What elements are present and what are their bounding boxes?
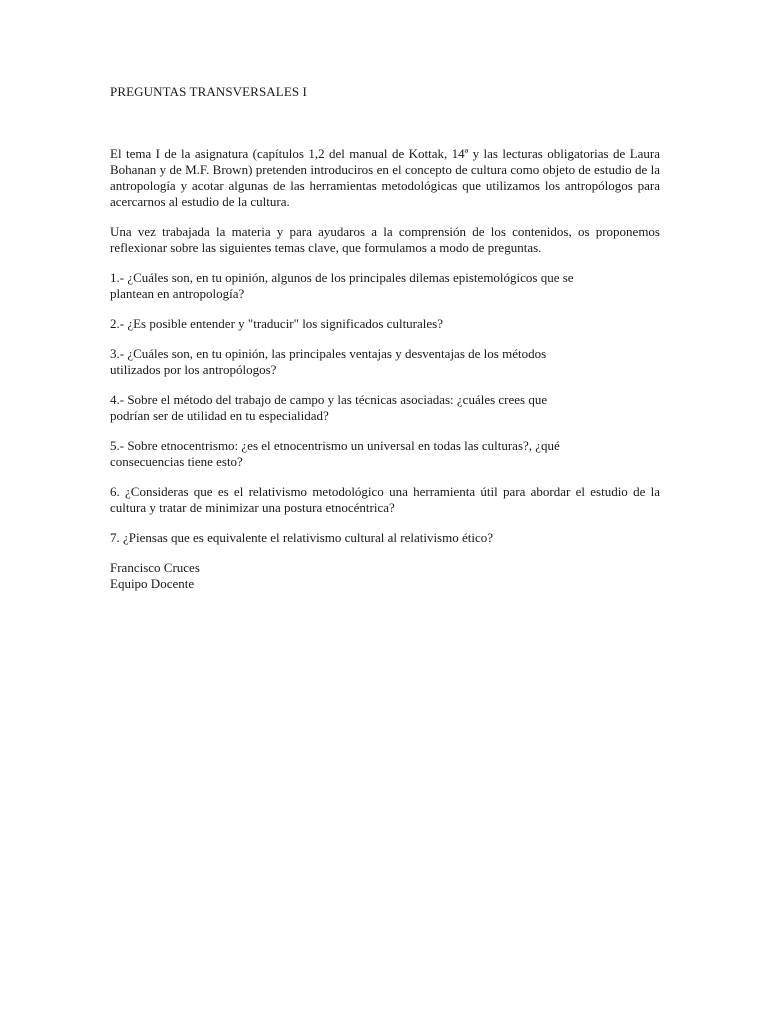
- question-1: [110, 270, 660, 302]
- question-3: [110, 346, 660, 378]
- intro-paragraph: El tema I de la asignatura (capítulos 1,2 del manual de Kottak, 14ª y las lecturas obligatorias de Laura Bohanan y de M.F. Brown) pretenden introduciros en el concepto de cultura como objeto de estudio de la antropología y acotar algunas de las herramientas metodológicas que utilizamos los antropólogos para acercarnos al estudio de la cultura.: [110, 146, 660, 209]
- question-3-line-2: utilizados por los antropólogos?: [110, 362, 277, 377]
- question-5: [110, 438, 660, 470]
- document-title: PREGUNTAS TRANSVERSALES I: [110, 84, 307, 99]
- signature-role: Equipo Docente: [110, 576, 195, 591]
- question-1-line-2: plantean en antropología?: [110, 286, 245, 301]
- question-4-line-2: podrían ser de utilidad en tu especialidad?: [110, 408, 329, 423]
- question-5-line-2: consecuencias tiene esto?: [110, 454, 243, 469]
- document-page: [110, 84, 660, 592]
- question-1-line-1: 1.- ¿Cuáles son, en tu opinión, algunos de los principales dilemas epistemológicos que se: [110, 270, 574, 285]
- question-3-line-1: 3.- ¿Cuáles son, en tu opinión, las principales ventajas y desventajas de los métodos: [110, 346, 547, 361]
- question-5-line-1: 5.- Sobre etnocentrismo: ¿es el etnocentrismo un universal en todas las culturas?, ¿qué: [110, 438, 560, 453]
- question-2-line-1: 2.- ¿Es posible entender y "traducir" los significados culturales?: [110, 316, 443, 331]
- question-4-line-1: 4.- Sobre el método del trabajo de campo y las técnicas asociadas: ¿cuáles crees que: [110, 392, 548, 407]
- question-4: [110, 392, 660, 424]
- question-7: [110, 530, 660, 546]
- signature-name: Francisco Cruces: [110, 560, 200, 575]
- question-6-text: 6. ¿Consideras que es el relativismo metodológico una herramienta útil para abordar el estudio de la cultura y tratar de minimizar una postura etnocéntrica?: [110, 484, 660, 515]
- question-7-line-1: 7. ¿Piensas que es equivalente el relativismo cultural al relativismo ético?: [110, 530, 494, 545]
- signature-block: [110, 560, 660, 592]
- question-6: [110, 484, 660, 516]
- question-2: [110, 316, 660, 332]
- lead-in-paragraph: Una vez trabajada la materia y para ayudaros a la comprensión de los contenidos, os proponemos reflexionar sobre las siguientes temas clave, que formulamos a modo de preguntas.: [110, 224, 660, 255]
